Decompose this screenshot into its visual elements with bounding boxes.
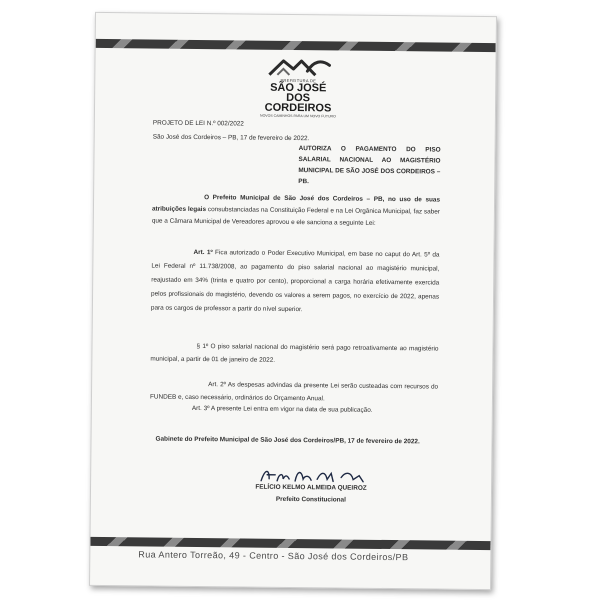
city-logo	[253, 55, 344, 118]
article-1-label: Art. 1º	[193, 248, 213, 257]
bill-summary: AUTORIZA O PAGAMENTO DO PISO SALARIAL NACIONAL AO MAGISTÉRIO MUNICIPAL DE SÃO JOSÉ DOS CORDEIROS – PB.	[298, 145, 441, 186]
closing-line: Gabinete do Prefeito Municipal de São José dos Cordeiros/PB, 17 de fevereiro de 2022.	[155, 435, 420, 446]
logo-prefix: PREFEITURA DE	[280, 77, 317, 84]
logo-city-line2: DOS CORDEIROS	[264, 91, 332, 115]
footer-address: Rua Antero Torreão, 49 - Centro - São José dos Cordeiros/PB	[138, 549, 409, 563]
article-1	[151, 246, 440, 319]
paragraph-1: § 1º O piso salarial nacional do magistério será pago retroativamente ao magistério municipal, a partir de 01 de janeiro de 2022.	[150, 342, 439, 364]
preamble	[152, 192, 440, 231]
article-2: Art. 2º As despesas advindas da presente Lei serão custeadas com recursos do FUNDEB e, caso necessário, ordinários do Orçamento Anual.	[149, 381, 439, 403]
preamble-bold: O Prefeito Municipal de São José dos Cordeiros – PB, no uso de suas atribuições legais	[151, 194, 441, 214]
signer-role: Prefeito Constitucional	[275, 495, 346, 504]
document-page	[89, 12, 497, 590]
article-3: Art. 3º A presente Lei entra em vigor na data de sua publicação.	[191, 404, 373, 414]
bill-number: PROJETO DE LEI N.º 002/2022	[152, 119, 244, 128]
logo-slogan: NOVOS CAMINHOS PARA UM NOVO FUTURO	[260, 113, 336, 119]
place-date: São José dos Cordeiros – PB, 17 de fevereiro de 2022.	[152, 133, 310, 143]
footer-decorative-band	[90, 537, 490, 550]
logo-city-line1: SÃO JOSÉ	[270, 81, 327, 95]
logo-roof-icon	[263, 55, 333, 78]
preamble-rest: consubstanciadas na Constituição Federal e na Lei Orgânica Municipal, faz saber que a Câmara Municipal de Vereadores aprovou e ele sanciona a seguinte Lei:	[151, 206, 440, 227]
header-decorative-band	[96, 39, 496, 52]
article-1-text: Fica autorizado o Poder Executivo Municipal, em base no caput do Art. 5º da Lei Federal nº 11.738/2008, ao pagamento do piso salarial nacional ao magistério municipal, reajustado em 34% (trinta e quatro por cento), proporcional a carga horária efetivamente exercida pelos profissionais do magistério, devendo os valores a serem pagos, no exercício de 2022, apenas para os cargos de professor a partir do nível superior.	[150, 249, 440, 314]
signer-name: FELÍCIO KELMO ALMEIDA QUEIROZ	[255, 483, 367, 492]
